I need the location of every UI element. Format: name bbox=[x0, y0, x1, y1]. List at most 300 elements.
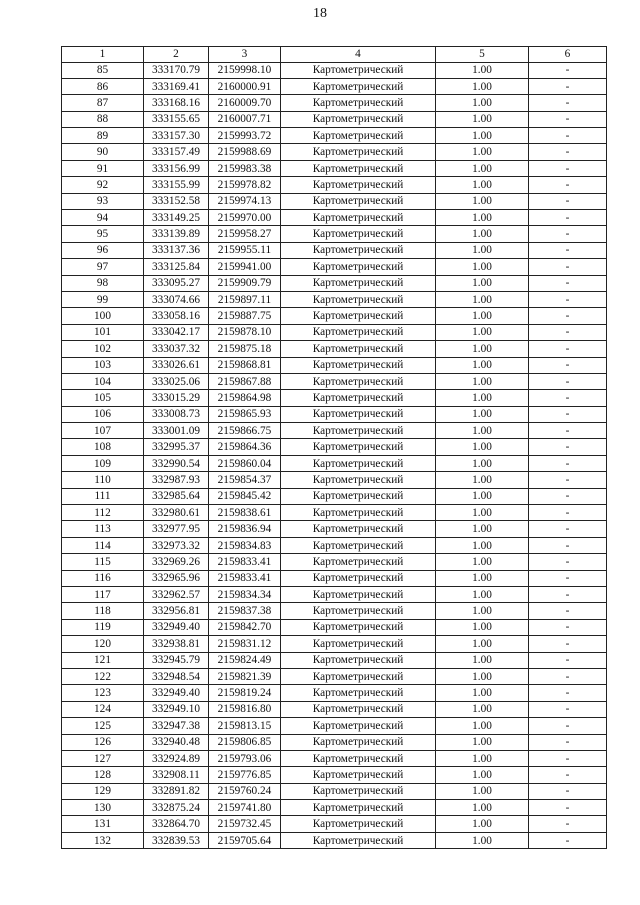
table-cell: Картометрический bbox=[281, 259, 436, 275]
table-cell: 2159970.00 bbox=[209, 210, 281, 226]
table-cell: 2159819.24 bbox=[209, 685, 281, 701]
table-cell: 129 bbox=[62, 783, 144, 799]
table-cell: 105 bbox=[62, 390, 144, 406]
table-cell: 1.00 bbox=[436, 783, 529, 799]
table-cell: 332990.54 bbox=[144, 455, 209, 471]
table-cell: - bbox=[529, 177, 607, 193]
table-cell: - bbox=[529, 341, 607, 357]
coordinates-table bbox=[61, 46, 607, 849]
table-cell: 333001.09 bbox=[144, 423, 209, 439]
table-cell: 1.00 bbox=[436, 718, 529, 734]
table-cell: Картометрический bbox=[281, 652, 436, 668]
table-cell: 2159833.41 bbox=[209, 554, 281, 570]
table-cell: Картометрический bbox=[281, 636, 436, 652]
table-cell: - bbox=[529, 505, 607, 521]
table-cell: Картометрический bbox=[281, 685, 436, 701]
table-cell: 102 bbox=[62, 341, 144, 357]
table-cell: 2159998.10 bbox=[209, 62, 281, 78]
table-cell: - bbox=[529, 111, 607, 127]
table-cell: 1.00 bbox=[436, 570, 529, 586]
table-cell: - bbox=[529, 160, 607, 176]
table-cell: - bbox=[529, 210, 607, 226]
table-row bbox=[62, 439, 607, 455]
table-row bbox=[62, 275, 607, 291]
table-cell: Картометрический bbox=[281, 472, 436, 488]
table-row bbox=[62, 291, 607, 307]
table-cell: 2159974.13 bbox=[209, 193, 281, 209]
table-cell: Картометрический bbox=[281, 390, 436, 406]
table-cell: 125 bbox=[62, 718, 144, 734]
table-cell: 332948.54 bbox=[144, 668, 209, 684]
table-cell: 1.00 bbox=[436, 832, 529, 848]
table-row bbox=[62, 636, 607, 652]
table-row bbox=[62, 95, 607, 111]
table-cell: - bbox=[529, 767, 607, 783]
table-cell: Картометрический bbox=[281, 832, 436, 848]
table-cell: 1.00 bbox=[436, 78, 529, 94]
table-cell: 100 bbox=[62, 308, 144, 324]
table-cell: - bbox=[529, 390, 607, 406]
table-cell: 332949.40 bbox=[144, 685, 209, 701]
table-cell: 2159958.27 bbox=[209, 226, 281, 242]
table-cell: - bbox=[529, 816, 607, 832]
table-cell: - bbox=[529, 308, 607, 324]
table-row bbox=[62, 701, 607, 717]
table-cell: 1.00 bbox=[436, 357, 529, 373]
table-cell: 1.00 bbox=[436, 406, 529, 422]
table-cell: 91 bbox=[62, 160, 144, 176]
table-cell: 1.00 bbox=[436, 652, 529, 668]
table-cell: 1.00 bbox=[436, 767, 529, 783]
table-cell: 2159866.75 bbox=[209, 423, 281, 439]
table-cell: Картометрический bbox=[281, 718, 436, 734]
table-cell: - bbox=[529, 783, 607, 799]
table-cell: 110 bbox=[62, 472, 144, 488]
table-cell: Картометрический bbox=[281, 570, 436, 586]
table-cell: 85 bbox=[62, 62, 144, 78]
table-cell: 1.00 bbox=[436, 226, 529, 242]
table-cell: 1.00 bbox=[436, 455, 529, 471]
table-cell: 93 bbox=[62, 193, 144, 209]
table-cell: 1.00 bbox=[436, 193, 529, 209]
table-cell: 332977.95 bbox=[144, 521, 209, 537]
table-row bbox=[62, 210, 607, 226]
table-cell: 332924.89 bbox=[144, 750, 209, 766]
table-cell: Картометрический bbox=[281, 554, 436, 570]
table-cell: 98 bbox=[62, 275, 144, 291]
table-cell: 1.00 bbox=[436, 259, 529, 275]
table-cell: - bbox=[529, 259, 607, 275]
table-row bbox=[62, 603, 607, 619]
table-cell: 86 bbox=[62, 78, 144, 94]
table-cell: - bbox=[529, 750, 607, 766]
table-cell: 1.00 bbox=[436, 603, 529, 619]
table-cell: 1.00 bbox=[436, 734, 529, 750]
table-row bbox=[62, 128, 607, 144]
table-cell: - bbox=[529, 734, 607, 750]
table-row bbox=[62, 783, 607, 799]
table-cell: 2159838.61 bbox=[209, 505, 281, 521]
table-cell: 332949.40 bbox=[144, 619, 209, 635]
table-cell: 116 bbox=[62, 570, 144, 586]
table-cell: 332973.32 bbox=[144, 537, 209, 553]
table-cell: 333155.99 bbox=[144, 177, 209, 193]
table-cell: 118 bbox=[62, 603, 144, 619]
table-cell: 2159875.18 bbox=[209, 341, 281, 357]
table-cell: 2159842.70 bbox=[209, 619, 281, 635]
column-header: 5 bbox=[436, 47, 529, 63]
table-row bbox=[62, 521, 607, 537]
table-cell: 2159834.83 bbox=[209, 537, 281, 553]
table-cell: 1.00 bbox=[436, 242, 529, 258]
table-cell: 103 bbox=[62, 357, 144, 373]
table-cell: 2159793.06 bbox=[209, 750, 281, 766]
table-cell: - bbox=[529, 423, 607, 439]
table-cell: 104 bbox=[62, 373, 144, 389]
table-cell: 333157.49 bbox=[144, 144, 209, 160]
table-cell: 332965.96 bbox=[144, 570, 209, 586]
table-cell: 2159824.49 bbox=[209, 652, 281, 668]
table-row bbox=[62, 685, 607, 701]
table-cell: 332891.82 bbox=[144, 783, 209, 799]
table-cell: 332945.79 bbox=[144, 652, 209, 668]
table-row bbox=[62, 472, 607, 488]
table-cell: Картометрический bbox=[281, 406, 436, 422]
table-cell: Картометрический bbox=[281, 128, 436, 144]
table-cell: 333168.16 bbox=[144, 95, 209, 111]
table-cell: - bbox=[529, 570, 607, 586]
table-cell: 1.00 bbox=[436, 505, 529, 521]
table-cell: Картометрический bbox=[281, 226, 436, 242]
table-cell: Картометрический bbox=[281, 324, 436, 340]
table-row bbox=[62, 734, 607, 750]
table-cell: Картометрический bbox=[281, 373, 436, 389]
table-cell: - bbox=[529, 128, 607, 144]
table-cell: Картометрический bbox=[281, 291, 436, 307]
table-cell: 1.00 bbox=[436, 587, 529, 603]
table-cell: 107 bbox=[62, 423, 144, 439]
table-cell: 333152.58 bbox=[144, 193, 209, 209]
table-cell: 332962.57 bbox=[144, 587, 209, 603]
table-cell: 2159831.12 bbox=[209, 636, 281, 652]
table-cell: 332864.70 bbox=[144, 816, 209, 832]
table-cell: 1.00 bbox=[436, 701, 529, 717]
table-cell: 90 bbox=[62, 144, 144, 160]
table-cell: 2159993.72 bbox=[209, 128, 281, 144]
table-row bbox=[62, 587, 607, 603]
column-header: 4 bbox=[281, 47, 436, 63]
table-row bbox=[62, 111, 607, 127]
table-cell: 124 bbox=[62, 701, 144, 717]
table-cell: - bbox=[529, 144, 607, 160]
table-cell: Картометрический bbox=[281, 587, 436, 603]
table-cell: - bbox=[529, 193, 607, 209]
table-cell: 332949.10 bbox=[144, 701, 209, 717]
table-cell: 1.00 bbox=[436, 308, 529, 324]
table-cell: Картометрический bbox=[281, 275, 436, 291]
table-cell: 1.00 bbox=[436, 144, 529, 160]
table-row bbox=[62, 324, 607, 340]
table-cell: 87 bbox=[62, 95, 144, 111]
table-row bbox=[62, 144, 607, 160]
table-cell: - bbox=[529, 718, 607, 734]
table-header-row bbox=[62, 47, 607, 63]
table-row bbox=[62, 357, 607, 373]
table-cell: - bbox=[529, 603, 607, 619]
table-cell: 89 bbox=[62, 128, 144, 144]
table-cell: - bbox=[529, 800, 607, 816]
table-cell: 2159860.04 bbox=[209, 455, 281, 471]
table-cell: 94 bbox=[62, 210, 144, 226]
table-cell: 2159878.10 bbox=[209, 324, 281, 340]
table-cell: - bbox=[529, 406, 607, 422]
table-cell: 2159983.38 bbox=[209, 160, 281, 176]
table-row bbox=[62, 570, 607, 586]
table-row bbox=[62, 308, 607, 324]
table-cell: 2159816.80 bbox=[209, 701, 281, 717]
table-cell: Картометрический bbox=[281, 210, 436, 226]
table-cell: - bbox=[529, 619, 607, 635]
table-cell: 2159941.00 bbox=[209, 259, 281, 275]
table-cell: 1.00 bbox=[436, 750, 529, 766]
table-row bbox=[62, 800, 607, 816]
table-row bbox=[62, 193, 607, 209]
table-cell: 2159760.24 bbox=[209, 783, 281, 799]
table-cell: - bbox=[529, 472, 607, 488]
table-cell: 112 bbox=[62, 505, 144, 521]
table-cell: 2159836.94 bbox=[209, 521, 281, 537]
table-row bbox=[62, 505, 607, 521]
table-cell: 1.00 bbox=[436, 619, 529, 635]
table-cell: Картометрический bbox=[281, 242, 436, 258]
table-cell: 2159909.79 bbox=[209, 275, 281, 291]
table-cell: 130 bbox=[62, 800, 144, 816]
table-cell: 332875.24 bbox=[144, 800, 209, 816]
table-cell: 108 bbox=[62, 439, 144, 455]
table-cell: 332969.26 bbox=[144, 554, 209, 570]
table-cell: 333058.16 bbox=[144, 308, 209, 324]
table-cell: 121 bbox=[62, 652, 144, 668]
table-cell: 333025.06 bbox=[144, 373, 209, 389]
table-row bbox=[62, 62, 607, 78]
table-cell: 2160000.91 bbox=[209, 78, 281, 94]
table-cell: Картометрический bbox=[281, 750, 436, 766]
table-cell: 1.00 bbox=[436, 373, 529, 389]
table-row bbox=[62, 488, 607, 504]
table-cell: - bbox=[529, 62, 607, 78]
table-cell: Картометрический bbox=[281, 701, 436, 717]
table-cell: 106 bbox=[62, 406, 144, 422]
table-cell: Картометрический bbox=[281, 488, 436, 504]
table-cell: 2159806.85 bbox=[209, 734, 281, 750]
table-cell: 1.00 bbox=[436, 160, 529, 176]
table-cell: Картометрический bbox=[281, 783, 436, 799]
table-cell: 1.00 bbox=[436, 668, 529, 684]
table-cell: 2160009.70 bbox=[209, 95, 281, 111]
table-cell: 115 bbox=[62, 554, 144, 570]
table-cell: 1.00 bbox=[436, 95, 529, 111]
table-row bbox=[62, 406, 607, 422]
table-row bbox=[62, 652, 607, 668]
table-cell: 99 bbox=[62, 291, 144, 307]
table-cell: 333155.65 bbox=[144, 111, 209, 127]
table-cell: 1.00 bbox=[436, 439, 529, 455]
table-row bbox=[62, 373, 607, 389]
table-cell: 117 bbox=[62, 587, 144, 603]
table-row bbox=[62, 619, 607, 635]
table-cell: 123 bbox=[62, 685, 144, 701]
table-cell: 332940.48 bbox=[144, 734, 209, 750]
table-row bbox=[62, 832, 607, 848]
table-cell: Картометрический bbox=[281, 439, 436, 455]
table-cell: 1.00 bbox=[436, 685, 529, 701]
table-cell: 2159887.75 bbox=[209, 308, 281, 324]
table-cell: 332947.38 bbox=[144, 718, 209, 734]
table-cell: 1.00 bbox=[436, 423, 529, 439]
table-row bbox=[62, 341, 607, 357]
table-cell: 2159897.11 bbox=[209, 291, 281, 307]
table-cell: 1.00 bbox=[436, 390, 529, 406]
table-row bbox=[62, 242, 607, 258]
table-cell: 127 bbox=[62, 750, 144, 766]
table-cell: Картометрический bbox=[281, 505, 436, 521]
table-cell: Картометрический bbox=[281, 111, 436, 127]
table-cell: Картометрический bbox=[281, 619, 436, 635]
table-cell: 131 bbox=[62, 816, 144, 832]
table-cell: 2159854.37 bbox=[209, 472, 281, 488]
table-cell: Картометрический bbox=[281, 193, 436, 209]
table-cell: 2159867.88 bbox=[209, 373, 281, 389]
table-cell: 2159865.93 bbox=[209, 406, 281, 422]
table-cell: - bbox=[529, 701, 607, 717]
table-row bbox=[62, 160, 607, 176]
table-cell: 101 bbox=[62, 324, 144, 340]
table-cell: 333156.99 bbox=[144, 160, 209, 176]
table-cell: - bbox=[529, 275, 607, 291]
table-cell: 2159988.69 bbox=[209, 144, 281, 160]
table-cell: 113 bbox=[62, 521, 144, 537]
table-row bbox=[62, 816, 607, 832]
column-header: 3 bbox=[209, 47, 281, 63]
table-cell: 2159705.64 bbox=[209, 832, 281, 848]
table-cell: Картометрический bbox=[281, 455, 436, 471]
table-cell: 1.00 bbox=[436, 177, 529, 193]
table-cell: - bbox=[529, 652, 607, 668]
table-row bbox=[62, 767, 607, 783]
table-row bbox=[62, 177, 607, 193]
table-cell: 1.00 bbox=[436, 324, 529, 340]
table-cell: 119 bbox=[62, 619, 144, 635]
table-cell: - bbox=[529, 455, 607, 471]
table-row bbox=[62, 750, 607, 766]
table-cell: 128 bbox=[62, 767, 144, 783]
table-cell: Картометрический bbox=[281, 537, 436, 553]
table-cell: 333169.41 bbox=[144, 78, 209, 94]
table-cell: 2159864.98 bbox=[209, 390, 281, 406]
column-header: 1 bbox=[62, 47, 144, 63]
table-cell: 2159955.11 bbox=[209, 242, 281, 258]
table-cell: Картометрический bbox=[281, 816, 436, 832]
table-cell: - bbox=[529, 587, 607, 603]
table-cell: 333139.89 bbox=[144, 226, 209, 242]
table-cell: - bbox=[529, 78, 607, 94]
table-cell: Картометрический bbox=[281, 521, 436, 537]
table-cell: 1.00 bbox=[436, 128, 529, 144]
table-cell: - bbox=[529, 439, 607, 455]
table-row bbox=[62, 78, 607, 94]
table-row bbox=[62, 718, 607, 734]
column-header: 2 bbox=[144, 47, 209, 63]
table-cell: 1.00 bbox=[436, 341, 529, 357]
table-cell: 332908.11 bbox=[144, 767, 209, 783]
table-cell: 1.00 bbox=[436, 111, 529, 127]
table-cell: 2159833.41 bbox=[209, 570, 281, 586]
table-cell: 2159732.45 bbox=[209, 816, 281, 832]
table-cell: - bbox=[529, 832, 607, 848]
table-cell: 122 bbox=[62, 668, 144, 684]
table-cell: 2159837.38 bbox=[209, 603, 281, 619]
table-cell: 332987.93 bbox=[144, 472, 209, 488]
table-cell: 333042.17 bbox=[144, 324, 209, 340]
table-cell: 96 bbox=[62, 242, 144, 258]
table-cell: 333015.29 bbox=[144, 390, 209, 406]
table-cell: Картометрический bbox=[281, 767, 436, 783]
table-cell: 1.00 bbox=[436, 472, 529, 488]
table-cell: Картометрический bbox=[281, 160, 436, 176]
table-cell: 2159813.15 bbox=[209, 718, 281, 734]
table-cell: 2159845.42 bbox=[209, 488, 281, 504]
table-cell: 1.00 bbox=[436, 636, 529, 652]
table-cell: 1.00 bbox=[436, 816, 529, 832]
table-cell: - bbox=[529, 554, 607, 570]
table-cell: - bbox=[529, 226, 607, 242]
table-cell: 1.00 bbox=[436, 537, 529, 553]
table-cell: 1.00 bbox=[436, 521, 529, 537]
table-cell: 333149.25 bbox=[144, 210, 209, 226]
table-cell: Картометрический bbox=[281, 668, 436, 684]
table-cell: 1.00 bbox=[436, 210, 529, 226]
table-cell: 333074.66 bbox=[144, 291, 209, 307]
table-cell: 2160007.71 bbox=[209, 111, 281, 127]
table-cell: - bbox=[529, 324, 607, 340]
table-cell: 333026.61 bbox=[144, 357, 209, 373]
table-cell: 1.00 bbox=[436, 554, 529, 570]
table-cell: - bbox=[529, 291, 607, 307]
table-row bbox=[62, 423, 607, 439]
table-cell: - bbox=[529, 373, 607, 389]
table-cell: Картометрический bbox=[281, 800, 436, 816]
table-cell: Картометрический bbox=[281, 78, 436, 94]
page-number: 18 bbox=[313, 6, 327, 21]
table-row bbox=[62, 554, 607, 570]
table-cell: Картометрический bbox=[281, 734, 436, 750]
table-cell: - bbox=[529, 357, 607, 373]
table-cell: 2159776.85 bbox=[209, 767, 281, 783]
table-cell: 1.00 bbox=[436, 800, 529, 816]
table-row bbox=[62, 537, 607, 553]
table-cell: - bbox=[529, 636, 607, 652]
table-cell: 333095.27 bbox=[144, 275, 209, 291]
table-cell: - bbox=[529, 242, 607, 258]
table-cell: 333125.84 bbox=[144, 259, 209, 275]
table-body bbox=[62, 62, 607, 849]
table-cell: 2159741.80 bbox=[209, 800, 281, 816]
table-cell: 332980.61 bbox=[144, 505, 209, 521]
table-cell: 1.00 bbox=[436, 291, 529, 307]
table-cell: - bbox=[529, 685, 607, 701]
table-cell: 132 bbox=[62, 832, 144, 848]
table-cell: 332839.53 bbox=[144, 832, 209, 848]
